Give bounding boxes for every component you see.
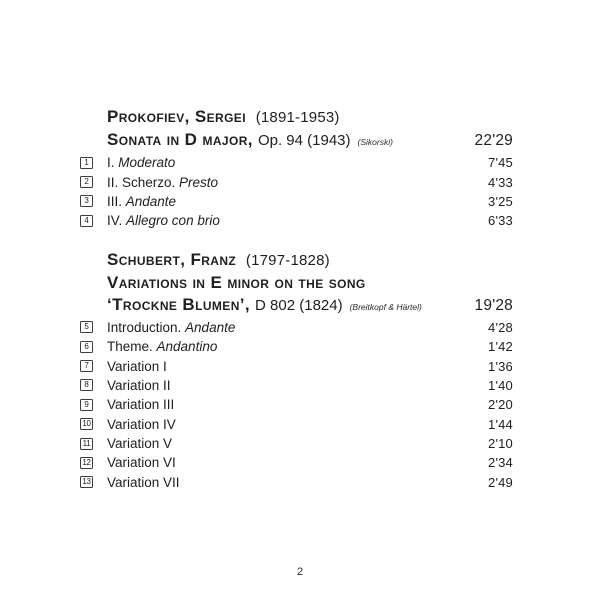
work-title: ‘Trockne Blumen’, — [107, 294, 251, 314]
track-title — [107, 155, 488, 170]
track-row — [80, 356, 513, 375]
track-row — [80, 453, 513, 472]
track-title-text: II. Scherzo. — [107, 174, 180, 190]
work-duration: 19'28 — [474, 296, 513, 314]
track-row — [80, 376, 513, 395]
track-number-box: 9 — [80, 399, 93, 411]
composer-dates: (1891-1953) — [255, 109, 340, 126]
track-number-box: 1 — [80, 157, 93, 169]
track-tempo: Andante — [125, 193, 177, 209]
track-title — [107, 359, 488, 374]
track-number-box: 11 — [80, 438, 93, 450]
track-title — [107, 194, 488, 209]
track-duration: 1'44 — [488, 416, 513, 432]
page-number: 2 — [296, 566, 304, 578]
track-number-box: 5 — [80, 321, 93, 333]
track-duration: 1'42 — [488, 339, 513, 355]
work-title-line — [80, 129, 513, 153]
track-title-text: Variation VII — [107, 474, 180, 490]
track-tempo: Allegro con brio — [126, 213, 220, 229]
work-title-line — [80, 294, 513, 318]
track-title — [107, 378, 488, 393]
track-title-text: III. — [107, 193, 126, 209]
track-title-text: Theme. — [107, 339, 157, 355]
composer-heading — [80, 249, 513, 272]
track-tempo: Andante — [185, 319, 236, 335]
track-title — [107, 436, 488, 451]
track-row — [80, 318, 513, 337]
track-duration: 2'34 — [488, 455, 513, 471]
track-duration: 3'25 — [488, 193, 513, 209]
track-duration: 7'45 — [488, 155, 513, 171]
track-number-box: 4 — [80, 215, 93, 227]
track-title — [107, 417, 488, 432]
track-title — [107, 475, 488, 490]
track-number-box: 3 — [80, 195, 93, 207]
track-title — [107, 455, 488, 470]
track-duration: 2'20 — [488, 397, 513, 413]
track-title-text: Variation III — [107, 397, 175, 413]
track-title — [107, 175, 488, 190]
track-row — [80, 211, 513, 230]
track-row — [80, 153, 513, 172]
track-row — [80, 395, 513, 414]
track-duration: 4'28 — [488, 319, 513, 335]
composer-name: Prokofiev, Sergei — [107, 107, 246, 126]
track-tempo: Andantino — [156, 339, 218, 355]
track-tempo: Moderato — [118, 155, 176, 171]
track-title-text: Variation VI — [107, 455, 176, 471]
work-title-line1: Variations in E minor on the song — [107, 272, 366, 292]
work-publisher: (Sikorski) — [357, 137, 393, 147]
track-duration: 1'40 — [488, 377, 513, 393]
track-duration: 6'33 — [488, 213, 513, 229]
track-title-text: Variation IV — [107, 416, 176, 432]
work-title: Sonata in D major, — [107, 130, 253, 149]
track-number-box: 10 — [80, 418, 93, 430]
composer-dates: (1797-1828) — [245, 251, 330, 269]
track-title-text: I. — [107, 155, 119, 171]
track-duration: 1'36 — [488, 358, 513, 374]
composer-name: Schubert, Franz — [107, 249, 237, 269]
track-number-box: 6 — [80, 341, 93, 353]
track-title — [107, 213, 488, 228]
composer-heading — [80, 106, 513, 129]
section-gap — [80, 231, 513, 249]
track-title — [107, 397, 488, 412]
track-title-text: Introduction. — [107, 319, 186, 335]
track-duration: 4'33 — [488, 174, 513, 190]
track-row — [80, 337, 513, 356]
work-title-line — [80, 272, 513, 294]
tracklist — [80, 106, 513, 492]
track-number-box: 2 — [80, 176, 93, 188]
track-title-text: IV. — [107, 213, 127, 229]
track-number-box: 12 — [80, 457, 93, 469]
track-title-text: Variation I — [107, 358, 167, 374]
track-number-box: 13 — [80, 476, 93, 488]
track-title — [107, 320, 488, 335]
track-row — [80, 172, 513, 191]
work-publisher: (Breitkopf & Härtel) — [349, 301, 422, 312]
track-title — [107, 339, 488, 354]
track-row — [80, 415, 513, 434]
track-number-box: 8 — [80, 379, 93, 391]
work-duration: 22'29 — [474, 132, 513, 149]
track-title-text: Variation II — [107, 377, 171, 393]
track-duration: 2'10 — [488, 436, 513, 452]
track-row — [80, 192, 513, 211]
work-opus: Op. 94 (1943) — [257, 132, 351, 149]
work-opus: D 802 (1824) — [255, 296, 343, 314]
track-tempo: Presto — [179, 174, 219, 190]
track-duration: 2'49 — [488, 474, 513, 490]
track-number-box: 7 — [80, 360, 93, 372]
track-title-text: Variation V — [107, 436, 173, 452]
track-row — [80, 473, 513, 492]
track-row — [80, 434, 513, 453]
